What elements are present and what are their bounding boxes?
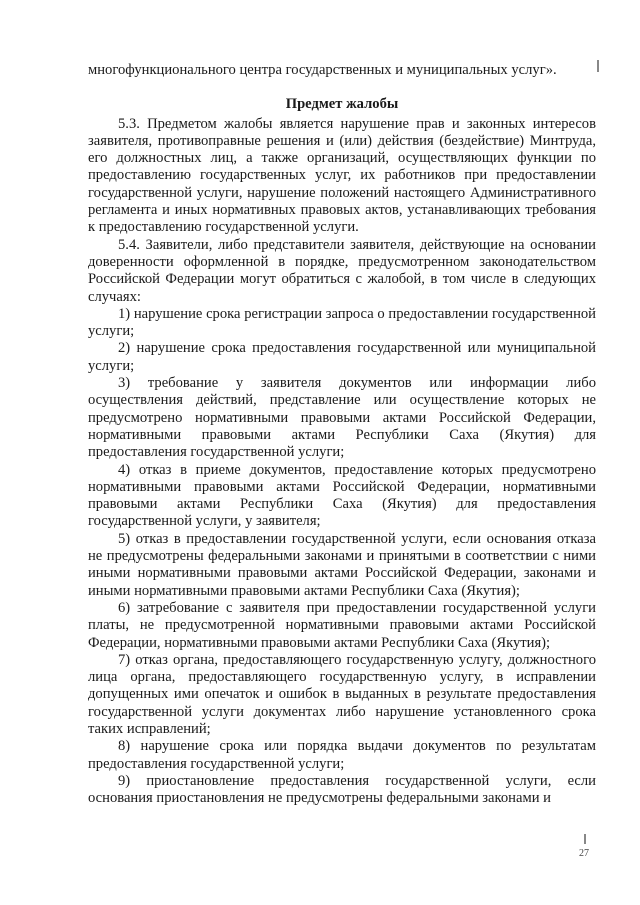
list-item-5: 5) отказ в предоставлении государственной услуги, если основания отказа не предусмотрены федеральными законами и принятыми в соответствии с ними иными нормативными правовыми актами Российской Федерации, законами и иными нормативными правовыми актами Республики Саха (Якутия); (88, 530, 596, 599)
scan-artifact-bottom (584, 834, 586, 844)
scan-artifact-top (597, 60, 599, 72)
list-item-2: 2) нарушение срока предоставления государственной или муниципальной услуги; (88, 340, 596, 374)
section-heading: Предмет жалобы (285, 96, 399, 113)
list-item-1: 1) нарушение срока регистрации запроса о предоставлении государственной услуги; (88, 305, 596, 340)
list-item-9: 9) приостановление предоставления государственной услуги, если основания приостановления не предусмотрены федеральными законами и (88, 772, 596, 807)
page-number: 27 (579, 848, 589, 859)
paragraph-5-3: 5.3. Предметом жалобы является нарушение прав и законных интересов заявителя, противоправные решения и (или) действия (бездействие) Минтруда, его должностных лиц, а также организаций, осуществляющих функции по предоставлению государственных услуг, их работников при предоставлении государственной услуги, нарушение положений настоящего Административного регламента и иных нормативных правовых актов, устанавливающих требования к предоставлению государственной услуги. (88, 115, 596, 236)
list-item-8: 8) нарушение срока или порядка выдачи документов по результатам предоставления государственной услуги; (88, 738, 596, 772)
list-item-4: 4) отказ в приеме документов, предоставление которых предусмотрено нормативными правовыми актами Российской Федерации, нормативными правовыми актами Республики Саха (Якутия) для предоставления государственной услуги, у заявителя; (88, 461, 596, 530)
intro-line: многофункционального центра государственных и муниципальных услуг». (88, 62, 557, 78)
list-item-7: 7) отказ органа, предоставляющего государственную услугу, должностного лица органа, предоставляющего государственную услугу, в исправлении допущенных ими опечаток и ошибок в выданных в результате предоставления государственной услуги документах либо нарушение установленного срока таких исправлений; (88, 651, 596, 737)
paragraph-5-4: 5.4. Заявители, либо представители заявителя, действующие на основании доверенности оформленной в порядке, предусмотренном законодательством Российской Федерации могут обратиться с жалобой, в том числе в следующих случаях: (88, 236, 596, 305)
document-body (88, 62, 596, 807)
list-item-6: 6) затребование с заявителя при предоставлении государственной услуги платы, не предусмотренной нормативными правовыми актами Российской Федерации, нормативными правовыми актами Республики Саха (Якутия); (88, 599, 596, 651)
list-item-3: 3) требование у заявителя документов или информации либо осуществления действий, представление или осуществление которых не предусмотрено нормативными правовыми актами Российской Федерации, нормативными правовыми актами Республики Саха (Якутия) для предоставления государственной услуги; (88, 375, 596, 461)
